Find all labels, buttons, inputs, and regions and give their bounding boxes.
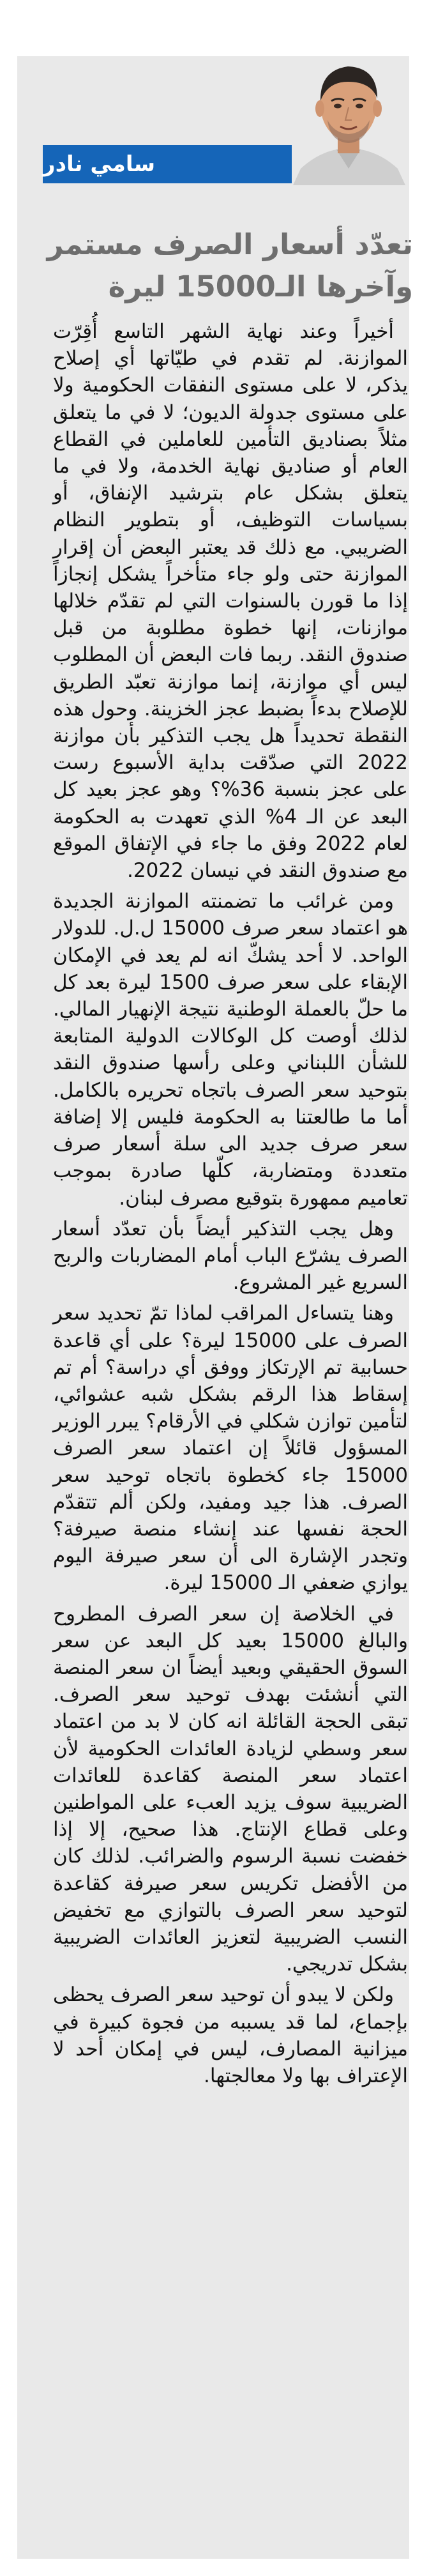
author-name: سامي نادر: [43, 151, 156, 177]
paragraph: ولكن لا يبدو أن توحيد سعر الصرف يحظى بإجماع، لما قد يسببه من فجوة كبيرة في ميزانية المصارف، ليس في إمكان أحد لا الإعتراف بها ولا معالجتها.: [53, 1983, 408, 2087]
author-photo: [292, 56, 405, 185]
paragraph: في الخلاصة إن سعر الصرف المطروح والبالغ 15000 بعيد كل البعد عن سعر السوق الحقيقي وبعيد أيضاً ان سعر المنصة التي أنشئت بهدف توحيد سعر الصرف. تبقى الحجة القائلة انه كان لا بد من اعتماد سعر وسطي لزيادة العائدات الحكومية لأن اعتماد سعر المنصة كقاعدة للعائدات الضريبية سوف يزيد العبء على المواطنين وعلى قطاع الإنتاج. هذا صحيح، إلا إذا خفضت نسبة الرسوم والضرائب. لذلك كان من الأفضل تكريس سعر صيرفة كقاعدة لتوحيد سعر الصرف بالتوازي مع تخفيض النسب الضريبية لتعزيز العائدات الضريبية بشكل تدريجي.: [53, 1602, 408, 1976]
article-body: [53, 318, 408, 2093]
headline-line-1: تعدّد أسعار الصرف مستمر: [47, 227, 413, 261]
paragraph: أخيراً وعند نهاية الشهر التاسع أُقِرّت الموازنة. لم تقدم في طيّاتها أي إصلاح يذكر، لا على مستوى النفقات الحكومية ولا على مستوى جدولة الديون؛ لا في ما يتعلق مثلاً بصناديق التأمين للعاملين في القطاع العام أو صناديق نهاية الخدمة، ولا في ما يتعلق بشكل عام بترشيد الإنفاق، أو بسياسات التوظيف، أو بتطوير النظام الضريبي. مع ذلك قد يعتبر البعض أن إقرار الموازنة حتى ولو جاء متأخراً يشكل إنجازاً إذا ما قورن بالسنوات التي لم تقدّم خلالها موازنات، إنها خطوة مطلوبة من قبل صندوق النقد. ربما فات البعض أن المطلوب ليس أي موازنة، إنما موازنة تعبّد الطريق للإصلاح بدءاً بضبط عجز الخزينة. وحول هذه النقطة تحديداً هل يجب التذكير بأن موازنة 2022 التي صدّقت بداية الأسبوع رست على عجز بنسبة 36%؟ وهو عجز بعيد كل البعد عن الـ 4% الذي تعهدت به الحكومة لعام 2022 وفق ما جاء في الإتفاق الموقع مع صندوق النقد في نيسان 2022.: [53, 320, 409, 883]
paragraph: وهل يجب التذكير أيضاً بأن تعدّد أسعار الصرف يشرّع الباب أمام المضاربات والربح السريع غير المشروع.: [53, 1217, 408, 1295]
article-headline: [47, 224, 413, 308]
paragraph: وهنا يتساءل المراقب لماذا تمّ تحديد سعر الصرف على 15000 ليرة؟ على أي قاعدة حسابية تم الإرتكاز ووفق أي دراسة؟ أم تم إسقاط هذا الرقم بشكل شبه عشوائي، لتأمين توازن شكلي في الأرقام؟ يبرر الوزير المسؤول قائلاً إن اعتماد سعر الصرف 15000 جاء كخطوة باتجاه توحيد سعر الصرف. هذا جيد ومفيد، ولكن ألم تتقدّم الحجة نفسها عند إنشاء منصة صيرفة؟ وتجدر الإشارة الى أن سعر صيرفة اليوم يوازي ضعفي الـ 15000 ليرة.: [53, 1302, 408, 1595]
article-page: [17, 56, 413, 2559]
paragraph: ومن غرائب ما تضمنته الموازنة الجديدة هو اعتماد سعر صرف 15000 ل.ل. للدولار الواحد. لا أحد يشكّ انه لم يعد في الإمكان الإبقاء على سعر صرف 1500 ليرة بعد كل ما حلّ بالعملة الوطنية نتيجة الإنهيار المالي. لذلك أوصت كل الوكالات الدولية المتابعة للشأن اللبناني وعلى رأسها صندوق النقد بتوحيد سعر الصرف باتجاه تحريره بالكامل. أما ما طالعتنا به الحكومة فليس إلا إضافة سعر صرف جديد الى سلة أسعار صرف متعددة ومتضاربة، كلّها صادرة بموجب تعاميم ممهورة بتوقيع مصرف لبنان.: [53, 890, 408, 1210]
headline-line-2: وآخرها الـ15000 ليرة: [108, 270, 413, 303]
